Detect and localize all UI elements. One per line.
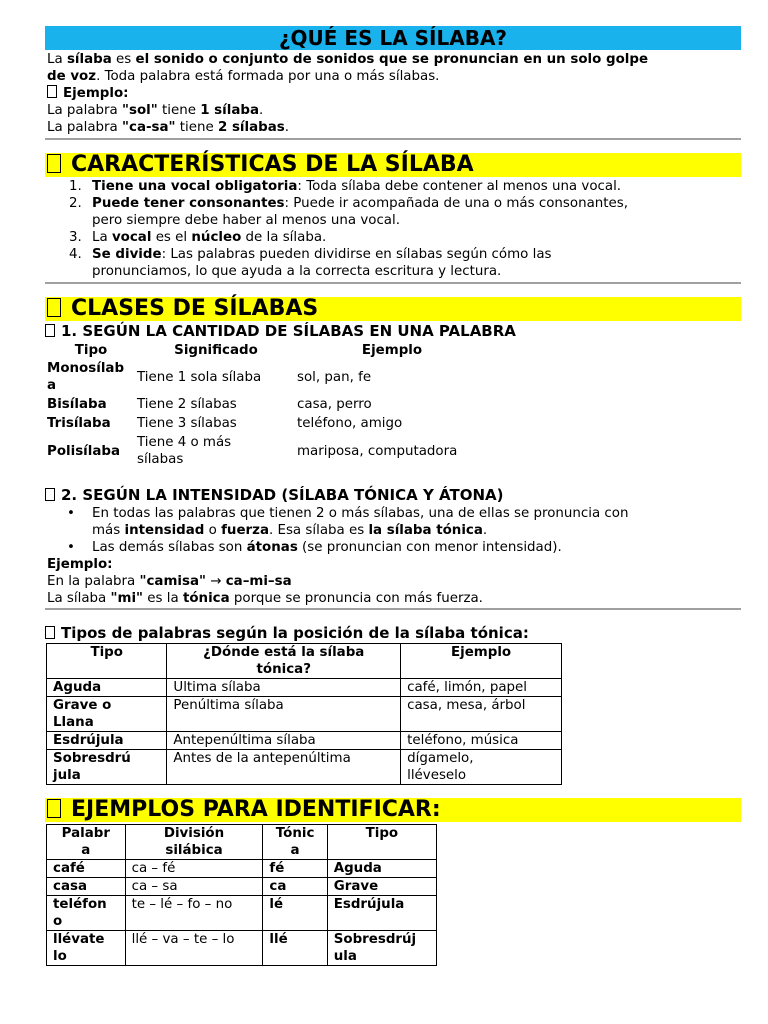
table-cell: Tiene 1 sola sílaba [137,369,262,385]
table-row [47,860,437,878]
table-cell: fé [263,860,327,878]
divider [45,138,741,140]
column-header: División silábica [125,825,263,860]
divider [45,282,741,284]
table-cell: Grave [327,878,436,896]
checkbox-glyph-icon [45,626,55,639]
table-row [47,697,562,732]
list-item: • Las demás sílabas son átonas (se pronuncian con menor intensidad). [67,540,562,555]
table-cell: Esdrújula [47,732,167,750]
checkbox-glyph-icon [47,154,61,173]
column-header: Palabr a [47,825,126,860]
table-header-row [47,825,437,860]
table-cell: casa, mesa, árbol [401,697,562,732]
table-cell: te – lé – fo – no [125,896,263,931]
column-header: Tipo [327,825,436,860]
table-cell: Bisílaba [47,397,107,412]
table-cell: Sobresdrú jula [47,750,167,785]
table-cell: llé – va – te – lo [125,931,263,966]
list-item: 3. La vocal es el núcleo de la sílaba. [69,230,327,245]
ejemplo-line-2: La sílaba "mi" es la tónica porque se pronuncia con más fuerza. [47,591,483,606]
column-header: Tónic a [263,825,327,860]
table-row [47,732,562,750]
table-cell: ca – fé [125,860,263,878]
table-cell: Trisílaba [47,416,111,431]
table-header-row [47,644,562,679]
page-title: ¿QUÉ ES LA SÍLABA? [45,26,741,50]
subheading-cantidad: 1. SEGÚN LA CANTIDAD DE SÍLABAS EN UNA PALABRA [45,322,516,340]
table-cell: Tiene 4 o más sílabas [137,435,232,467]
word-type-table [46,643,562,785]
table-row [47,679,562,697]
table-row [46,359,488,395]
section-heading-ejemplos: EJEMPLOS PARA IDENTIFICAR: [45,798,741,822]
table-cell: Tiene 2 sílabas [137,397,237,412]
table-cell: café, limón, papel [401,679,562,697]
table-cell: teléfon o [47,896,126,931]
table-cell: Penúltima sílaba [167,697,401,732]
table-cell: Aguda [327,860,436,878]
table-row [46,395,488,414]
ejemplo-line-1: En la palabra "camisa" → ca–mi–sa [47,574,292,589]
table-cell: ca – sa [125,878,263,896]
table-cell: dígamelo, lléveselo [401,750,562,785]
table-cell: café [47,860,126,878]
table-row [47,931,437,966]
section-heading-caracteristicas: CARACTERÍSTICAS DE LA SÍLABA [45,153,741,177]
table-cell: casa, perro [297,397,372,412]
column-header: ¿Dónde está la sílaba tónica? [167,644,401,679]
checkbox-glyph-icon [47,298,61,317]
table-cell: Tiene 3 sílabas [137,416,237,431]
table-cell: Antes de la antepenúltima [167,750,401,785]
table-cell: llévate lo [47,931,126,966]
table-cell: Esdrújula [327,896,436,931]
syllable-count-table [46,341,488,469]
section-heading-clases: CLASES DE SÍLABAS [45,297,741,321]
examples-table [46,824,437,966]
example-label: Ejemplo: [47,85,129,102]
column-header: Ejemplo [361,342,423,358]
checkbox-glyph-icon [45,324,55,337]
checkbox-glyph-icon [45,488,55,501]
table-cell: teléfono, música [401,732,562,750]
column-header: Tipo [47,644,167,679]
list-item: • En todas las palabras que tienen 2 o más sílabas, una de ellas se pronuncia con más intensidad o fuerza. Esa sílaba es la sílaba tónica. [67,506,629,538]
list-item: 2. Puede tener consonantes: Puede ir acompañada de una o más consonantes, pero siempre debe haber al menos una vocal. [69,196,628,228]
table-row [47,878,437,896]
table-cell: Grave o Llana [47,697,167,732]
table-cell: Aguda [47,679,167,697]
example-line-1: La palabra "sol" tiene 1 sílaba. [47,103,264,118]
table-cell: Monosílab a [47,361,125,393]
table-row [46,433,488,469]
table-cell: Sobresdrúj ula [327,931,436,966]
checkbox-glyph-icon [47,85,57,98]
intro-line-1: La sílaba es el sonido o conjunto de sonidos que se pronuncian en un solo golpe [47,52,649,67]
list-item: 1. Tiene una vocal obligatoria: Toda sílaba debe contener al menos una vocal. [69,179,622,194]
table-cell: llé [263,931,327,966]
subheading-tipos-palabras: Tipos de palabras según la posición de la sílaba tónica: [45,624,529,642]
table-cell: mariposa, computadora [297,443,458,459]
table-cell: Antepenúltima sílaba [167,732,401,750]
example-line-2: La palabra "ca-sa" tiene 2 sílabas. [47,120,290,135]
ejemplo-label: Ejemplo: [47,557,113,572]
table-row [47,750,562,785]
intro-line-2: de voz. Toda palabra está formada por una o más sílabas. [47,69,440,84]
characteristics-list [47,178,737,280]
checkbox-glyph-icon [47,799,61,818]
table-cell: teléfono, amigo [297,416,403,431]
table-cell: Polisílaba [47,443,121,459]
intensity-bullet-list [47,505,737,556]
table-row [46,414,488,433]
divider [45,608,741,610]
table-cell: lé [263,896,327,931]
list-item: 4. Se divide: Las palabras pueden dividirse en sílabas según cómo las pronunciamos, lo que ayuda a la correcta escritura y lectura. [69,247,552,279]
table-cell: casa [47,878,126,896]
table-cell: ca [263,878,327,896]
table-cell: sol, pan, fe [297,369,372,385]
column-header: Significado [174,342,258,358]
table-cell: Ultima sílaba [167,679,401,697]
table-row [47,896,437,931]
column-header: Tipo [74,342,108,358]
table-header-row [46,341,488,359]
subheading-intensidad: 2. SEGÚN LA INTENSIDAD (SÍLABA TÓNICA Y ÁTONA) [45,486,504,504]
column-header: Ejemplo [401,644,562,679]
